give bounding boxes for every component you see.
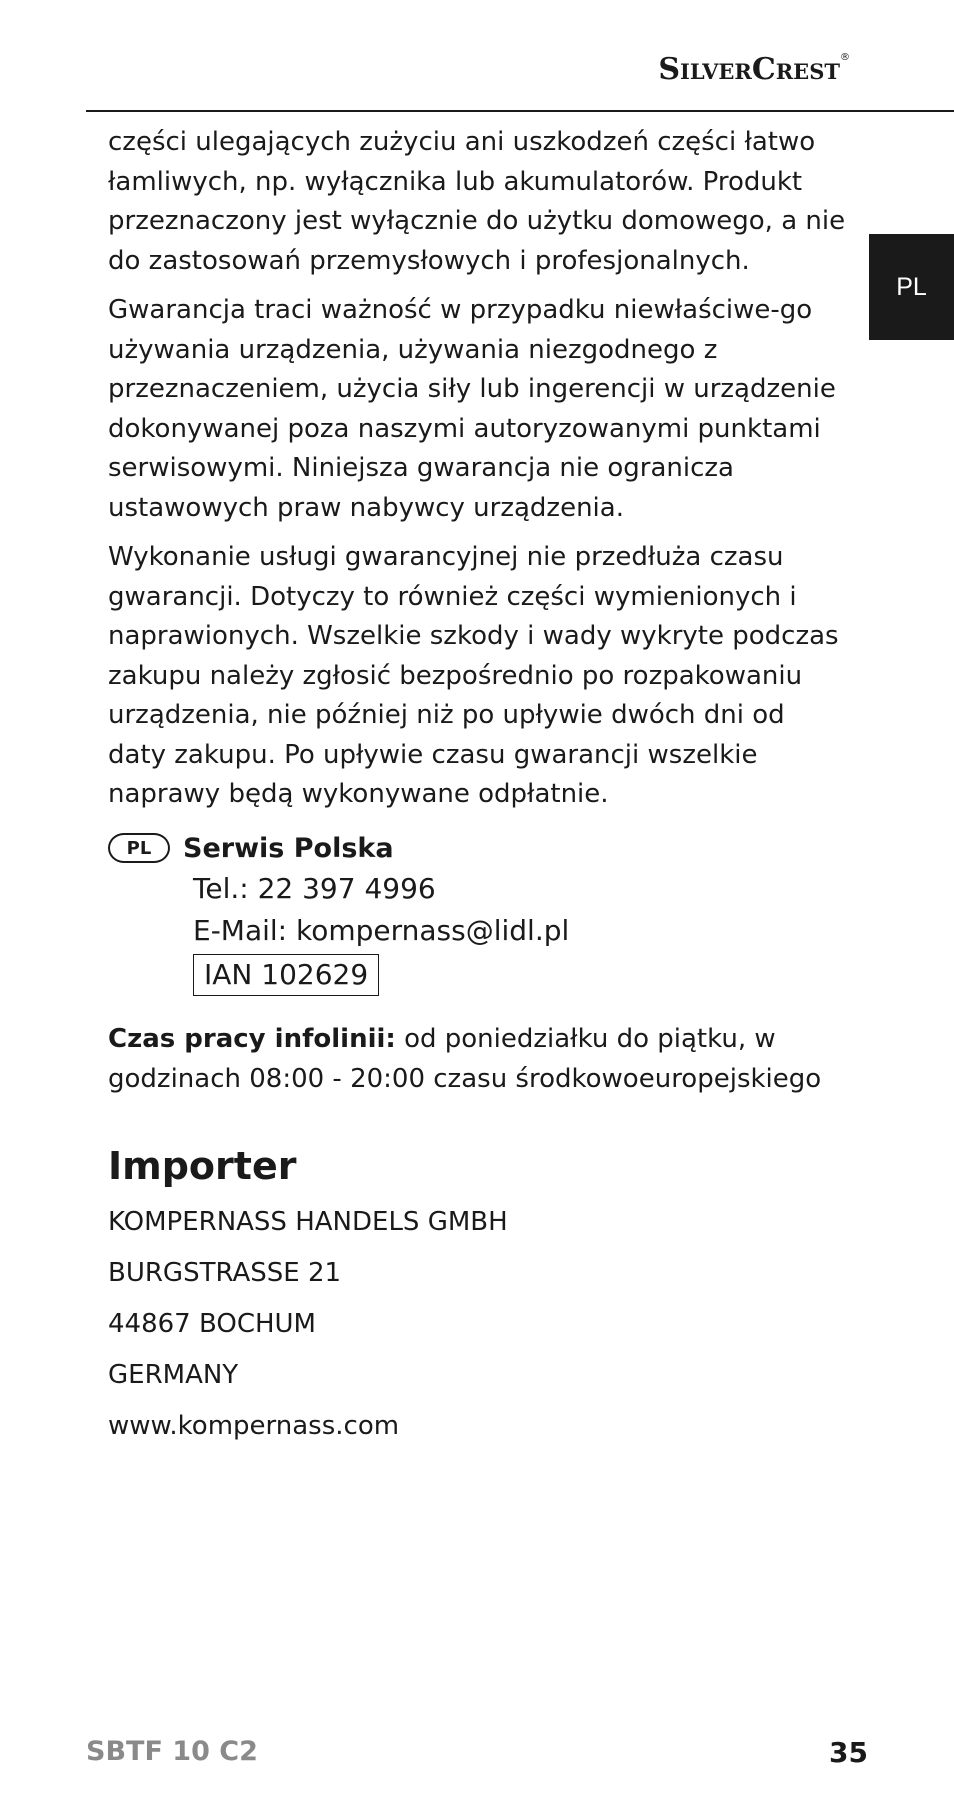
brand-logo <box>658 52 850 87</box>
importer-heading: Importer <box>108 1144 297 1188</box>
hotline-hours-text: od poniedziałku do piątku, w godzinach 08:00 - 20:00 czasu środkowoeuropejskiego <box>108 1024 822 1094</box>
service-phone: Tel.: 22 397 4996 <box>193 872 436 905</box>
importer-country: GERMANY <box>108 1360 239 1390</box>
service-title: Serwis Polska <box>183 832 394 864</box>
importer-website: www.kompernass.com <box>108 1411 400 1441</box>
importer-address <box>108 1197 848 1452</box>
ian-number-box: IAN 102629 <box>193 954 379 996</box>
page-content <box>108 123 848 1452</box>
paragraph: części ulegających zużyciu ani uszkodzeń części łatwo łamliwych, np. wyłącznika lub akumulatorów. Produkt przeznaczony jest wyłącznie do użytku domowego, a nie do zastosowań przemysłowych i profesjonalnych. <box>108 127 846 276</box>
language-tab: PL <box>869 234 954 340</box>
importer-street: BURGSTRASSE 21 <box>108 1258 342 1288</box>
hotline-hours <box>108 1020 848 1099</box>
service-block <box>108 829 848 997</box>
registered-mark: ® <box>840 52 850 63</box>
brand-name: SilverCrest <box>658 52 840 87</box>
importer-company: KOMPERNASS HANDELS GMBH <box>108 1207 508 1237</box>
footer-model-number: SBTF 10 C2 <box>86 1736 258 1767</box>
importer-city: 44867 BOCHUM <box>108 1309 316 1339</box>
hotline-hours-label: Czas pracy infolinii: <box>108 1024 396 1054</box>
page-number: 35 <box>829 1736 868 1769</box>
header-divider <box>86 110 954 112</box>
service-email: E-Mail: kompernass@lidl.pl <box>193 914 570 947</box>
country-badge: PL <box>108 833 170 863</box>
paragraph: Wykonanie usługi gwarancyjnej nie przedłuża czasu gwarancji. Dotyczy to również części wymienionych i naprawionych. Wszelkie szkody i wady wykryte podczas zakupu należy zgłosić bezpośrednio po rozpakowaniu urządzenia, nie później niż po upływie dwóch dni od daty zakupu. Po upływie czasu gwarancji wszelkie naprawy będą wykonywane odpłatnie. <box>108 542 839 809</box>
paragraph: Gwarancja traci ważność w przypadku niewłaściwe-go używania urządzenia, używania niezgodnego z przeznaczeniem, użycia siły lub ingerencji w urządzenie dokonywanej poza naszymi autoryzowanymi punktami serwisowymi. Niniejsza gwarancja nie ogranicza ustawowych praw nabywcy urządzenia. <box>108 295 836 523</box>
